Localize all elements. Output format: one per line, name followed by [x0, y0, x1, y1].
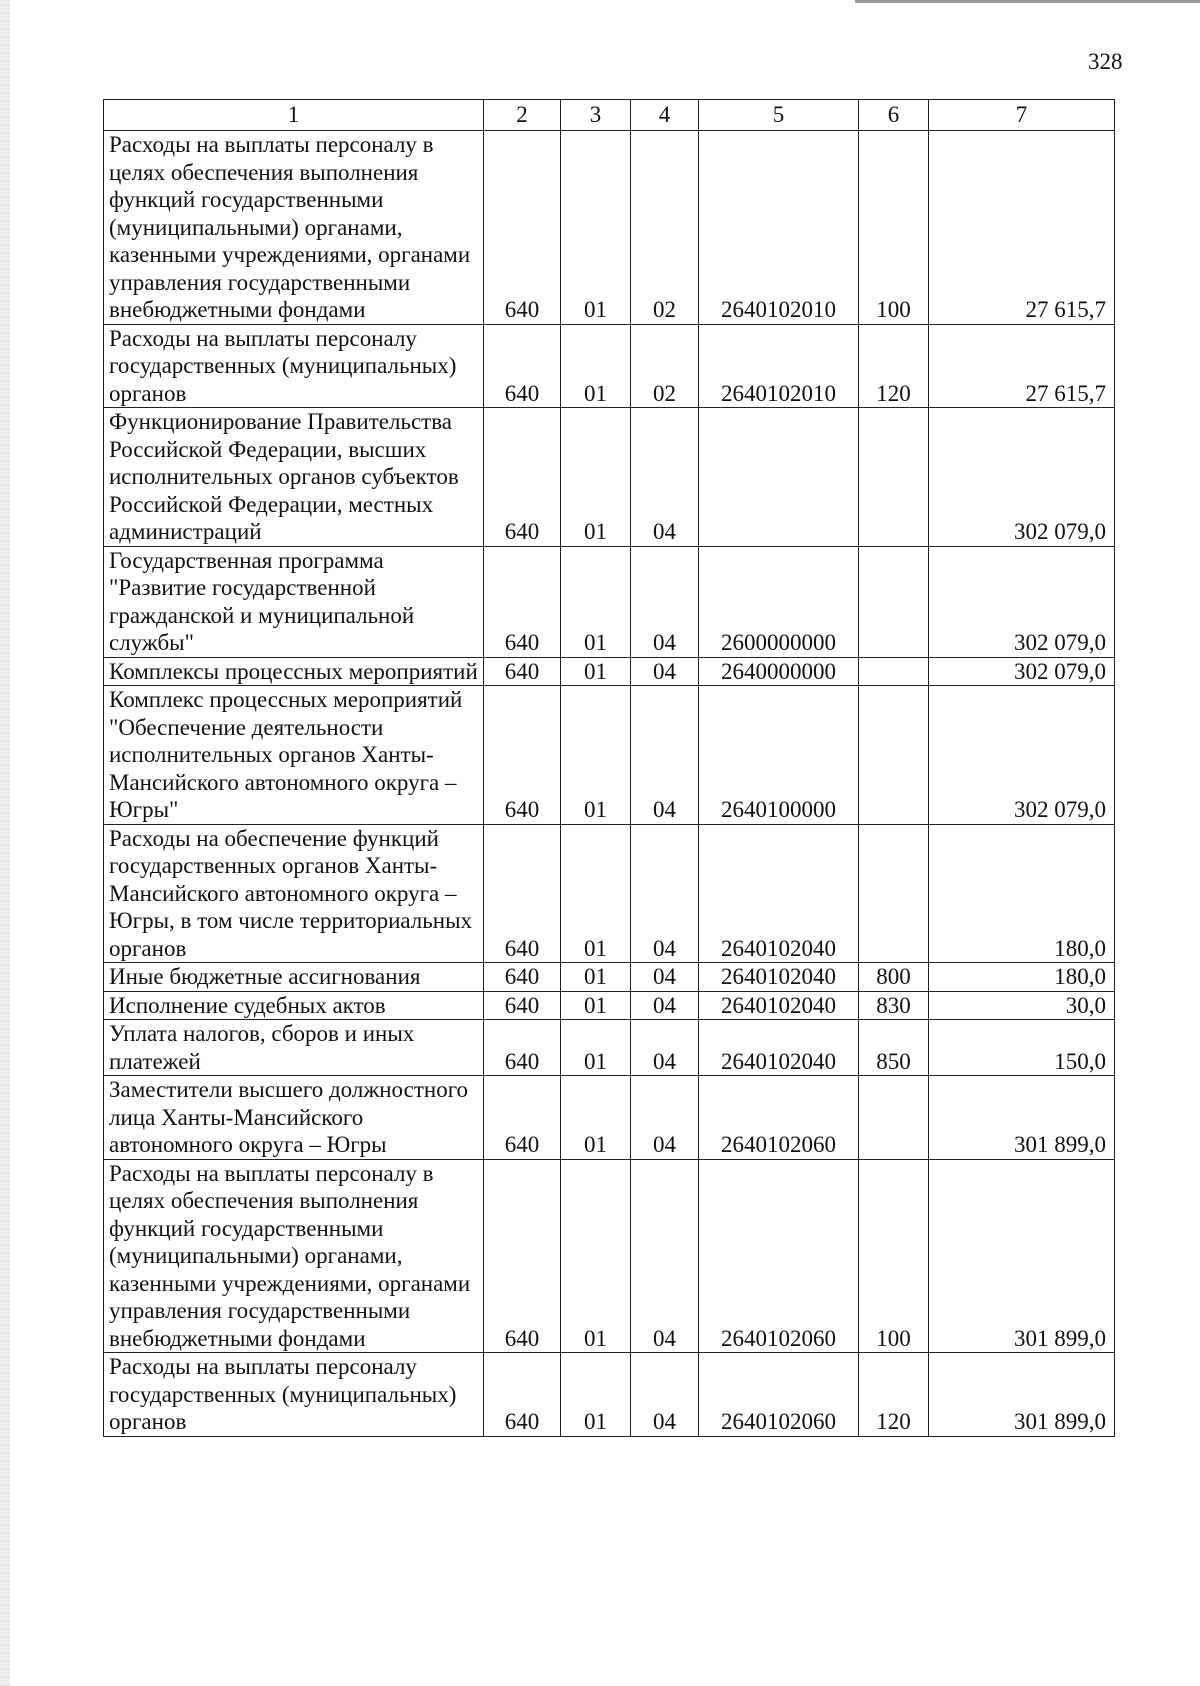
cell-section: 01	[561, 963, 631, 992]
cell-expense-type: 830	[859, 991, 929, 1020]
cell-amount: 27 615,7	[929, 324, 1115, 408]
table-row	[104, 324, 1115, 408]
cell-target-article: 2640102040	[699, 991, 859, 1020]
table-row	[104, 657, 1115, 686]
cell-amount: 302 079,0	[929, 546, 1115, 657]
cell-target-article: 2640102010	[699, 324, 859, 408]
cell-ministry-code: 640	[484, 1020, 561, 1076]
cell-ministry-code: 640	[484, 657, 561, 686]
column-header: 7	[929, 100, 1115, 131]
cell-target-article	[699, 408, 859, 547]
row-name: Функционирование Правительства Российской Федерации, высших исполнительных органов субъектов Российской Федерации, местных администраций	[104, 408, 484, 547]
table-row	[104, 1020, 1115, 1076]
cell-ministry-code: 640	[484, 408, 561, 547]
cell-subsection: 04	[631, 824, 699, 963]
cell-expense-type	[859, 546, 929, 657]
cell-target-article: 2640102040	[699, 963, 859, 992]
row-name: Расходы на выплаты персоналу государственных (муниципальных) органов	[104, 1353, 484, 1437]
row-name: Расходы на выплаты персоналу государственных (муниципальных) органов	[104, 324, 484, 408]
cell-ministry-code: 640	[484, 1076, 561, 1160]
cell-subsection: 04	[631, 1353, 699, 1437]
cell-section: 01	[561, 991, 631, 1020]
cell-expense-type: 100	[859, 131, 929, 325]
column-header: 2	[484, 100, 561, 131]
cell-target-article: 2640102060	[699, 1076, 859, 1160]
table-row	[104, 1353, 1115, 1437]
cell-expense-type	[859, 408, 929, 547]
cell-subsection: 02	[631, 324, 699, 408]
cell-target-article: 2640000000	[699, 657, 859, 686]
cell-section: 01	[561, 408, 631, 547]
cell-amount: 30,0	[929, 991, 1115, 1020]
cell-amount: 180,0	[929, 963, 1115, 992]
column-header: 4	[631, 100, 699, 131]
cell-target-article: 2640102060	[699, 1159, 859, 1353]
cell-section: 01	[561, 686, 631, 825]
cell-expense-type	[859, 824, 929, 963]
cell-section: 01	[561, 1159, 631, 1353]
cell-subsection: 04	[631, 686, 699, 825]
table-row	[104, 408, 1115, 547]
row-name: Расходы на выплаты персоналу в целях обеспечения выполнения функций государственными (муниципальными) органами, казенными учреждениями, органами управления государственными внебюджетными фондами	[104, 131, 484, 325]
cell-ministry-code: 640	[484, 991, 561, 1020]
cell-amount: 302 079,0	[929, 686, 1115, 825]
cell-section: 01	[561, 1020, 631, 1076]
cell-subsection: 04	[631, 1020, 699, 1076]
budget-table	[103, 99, 1115, 1437]
scan-edge-top	[855, 0, 1200, 3]
cell-amount: 302 079,0	[929, 657, 1115, 686]
cell-target-article: 2640102010	[699, 131, 859, 325]
row-name: Исполнение судебных актов	[104, 991, 484, 1020]
column-header: 3	[561, 100, 631, 131]
cell-ministry-code: 640	[484, 1159, 561, 1353]
column-header: 6	[859, 100, 929, 131]
cell-amount: 302 079,0	[929, 408, 1115, 547]
column-header: 5	[699, 100, 859, 131]
cell-section: 01	[561, 1353, 631, 1437]
cell-subsection: 02	[631, 131, 699, 325]
row-name: Заместители высшего должностного лица Ханты-Мансийского автономного округа – Югры	[104, 1076, 484, 1160]
cell-ministry-code: 640	[484, 546, 561, 657]
row-name: Расходы на обеспечение функций государственных органов Ханты-Мансийского автономного округа – Югры, в том числе территориальных органов	[104, 824, 484, 963]
cell-section: 01	[561, 657, 631, 686]
cell-ministry-code: 640	[484, 963, 561, 992]
cell-expense-type: 120	[859, 1353, 929, 1437]
cell-expense-type	[859, 1076, 929, 1160]
row-name: Комплексы процессных мероприятий	[104, 657, 484, 686]
row-name: Уплата налогов, сборов и иных платежей	[104, 1020, 484, 1076]
table-row	[104, 1076, 1115, 1160]
cell-ministry-code: 640	[484, 824, 561, 963]
cell-section: 01	[561, 1076, 631, 1160]
table-row	[104, 131, 1115, 325]
cell-amount: 301 899,0	[929, 1159, 1115, 1353]
cell-target-article: 2640102040	[699, 1020, 859, 1076]
cell-subsection: 04	[631, 1159, 699, 1353]
table-row	[104, 1159, 1115, 1353]
column-header: 1	[104, 100, 484, 131]
cell-section: 01	[561, 324, 631, 408]
cell-expense-type: 120	[859, 324, 929, 408]
cell-ministry-code: 640	[484, 1353, 561, 1437]
cell-amount: 301 899,0	[929, 1353, 1115, 1437]
table-header-row	[104, 100, 1115, 131]
cell-target-article: 2600000000	[699, 546, 859, 657]
cell-ministry-code: 640	[484, 131, 561, 325]
table-row	[104, 991, 1115, 1020]
table-row	[104, 963, 1115, 992]
row-name: Иные бюджетные ассигнования	[104, 963, 484, 992]
cell-expense-type: 100	[859, 1159, 929, 1353]
cell-section: 01	[561, 824, 631, 963]
row-name: Комплекс процессных мероприятий "Обеспечение деятельности исполнительных органов Ханты-Мансийского автономного округа – Югры"	[104, 686, 484, 825]
cell-target-article: 2640102060	[699, 1353, 859, 1437]
cell-expense-type	[859, 686, 929, 825]
cell-subsection: 04	[631, 963, 699, 992]
cell-expense-type: 850	[859, 1020, 929, 1076]
page-number: 328	[1088, 49, 1123, 74]
cell-target-article: 2640100000	[699, 686, 859, 825]
cell-subsection: 04	[631, 1076, 699, 1160]
cell-ministry-code: 640	[484, 324, 561, 408]
table-row	[104, 546, 1115, 657]
cell-amount: 180,0	[929, 824, 1115, 963]
cell-ministry-code: 640	[484, 686, 561, 825]
cell-target-article: 2640102040	[699, 824, 859, 963]
cell-section: 01	[561, 546, 631, 657]
row-name: Государственная программа "Развитие государственной гражданской и муниципальной службы"	[104, 546, 484, 657]
cell-subsection: 04	[631, 991, 699, 1020]
row-name: Расходы на выплаты персоналу в целях обеспечения выполнения функций государственными (муниципальными) органами, казенными учреждениями, органами управления государственными внебюджетными фондами	[104, 1159, 484, 1353]
cell-amount: 27 615,7	[929, 131, 1115, 325]
table-row	[104, 824, 1115, 963]
cell-expense-type: 800	[859, 963, 929, 992]
cell-subsection: 04	[631, 546, 699, 657]
cell-section: 01	[561, 131, 631, 325]
scan-edge-left	[0, 0, 10, 1686]
cell-subsection: 04	[631, 657, 699, 686]
cell-subsection: 04	[631, 408, 699, 547]
cell-expense-type	[859, 657, 929, 686]
table-row	[104, 686, 1115, 825]
cell-amount: 150,0	[929, 1020, 1115, 1076]
cell-amount: 301 899,0	[929, 1076, 1115, 1160]
